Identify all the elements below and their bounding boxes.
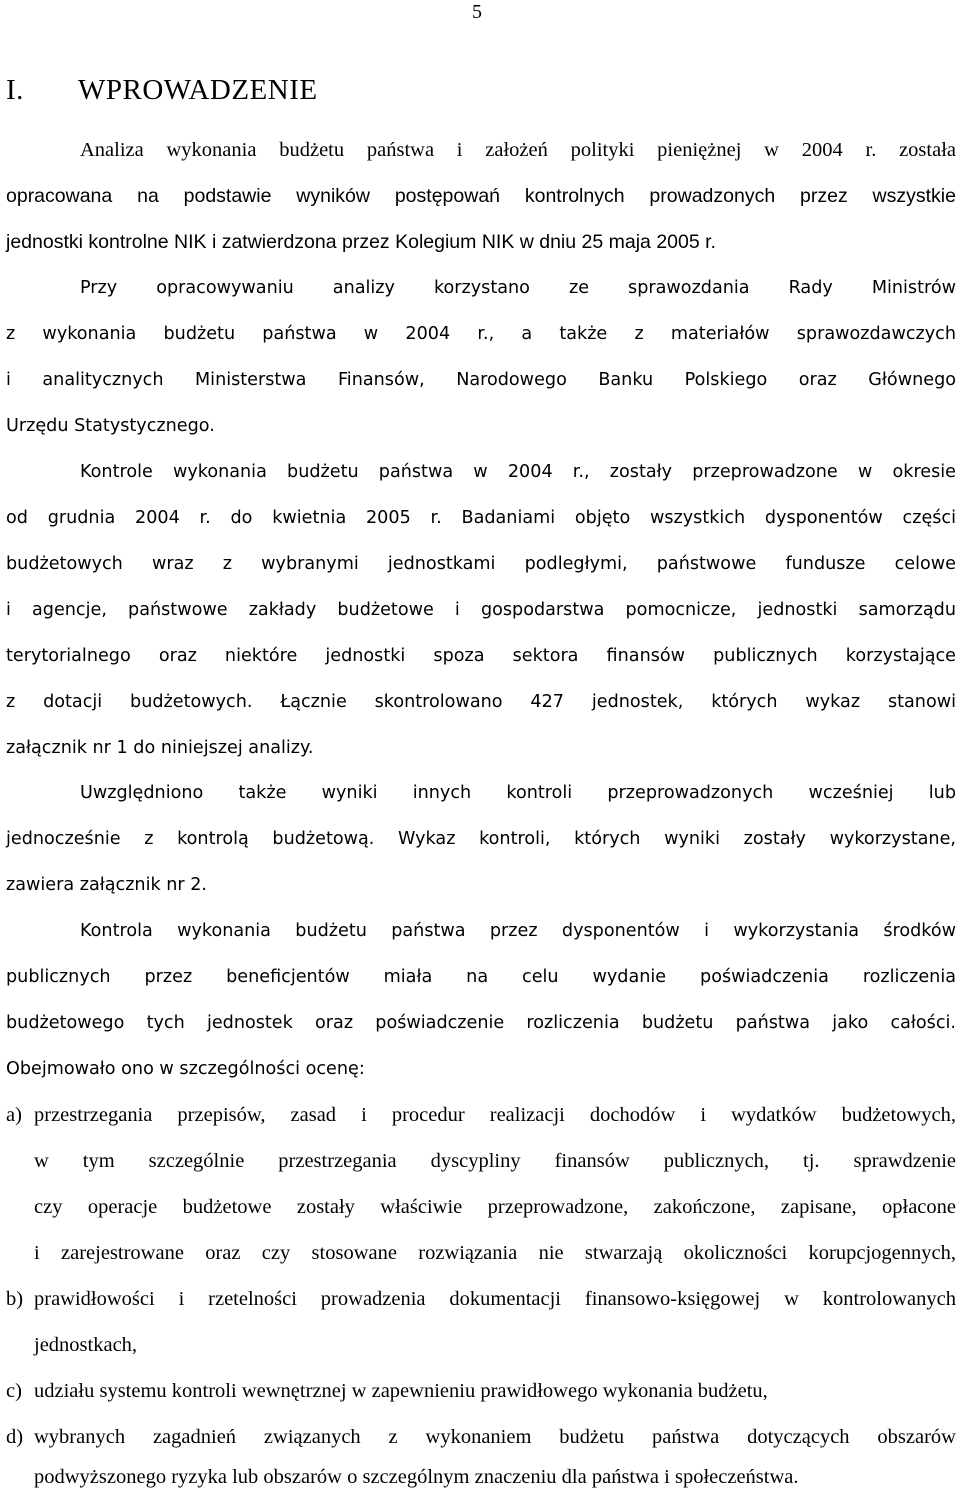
paragraph-3-line: od grudnia 2004 r. do kwietnia 2005 r. Badaniami objęto wszystkich dysponentów części xyxy=(6,508,956,528)
list-marker-c: c) xyxy=(6,1380,22,1402)
list-item-c-line: udziału systemu kontroli wewnętrznej w zapewnieniu prawidłowego wykonania budżetu, xyxy=(34,1380,768,1402)
paragraph-3-line: i agencje, państwowe zakłady budżetowe i gospodarstwa pomocnicze, jednostki samorządu xyxy=(6,600,956,620)
list-item-a-line: przestrzegania przepisów, zasad i procedur realizacji dochodów i wydatków budżetowych, xyxy=(34,1104,956,1126)
paragraph-1-line: jednostki kontrolne NIK i zatwierdzona przez Kolegium NIK w dniu 25 maja 2005 r. xyxy=(6,231,716,253)
page-number: 5 xyxy=(472,1,482,23)
paragraph-5-line: publicznych przez beneficjentów miała na celu wydanie poświadczenia rozliczenia xyxy=(6,967,956,987)
paragraph-1-line: Analiza wykonania budżetu państwa i założeń polityki pieniężnej w 2004 r. została xyxy=(80,139,956,161)
paragraph-5-line: budżetowego tych jednostek oraz poświadczenie rozliczenia budżetu państwa jako całości. xyxy=(6,1013,956,1033)
paragraph-4-line: jednocześnie z kontrolą budżetową. Wykaz kontroli, których wyniki zostały wykorzystane, xyxy=(6,829,956,849)
list-item-b-line: jednostkach, xyxy=(34,1334,138,1356)
section-number: I. xyxy=(6,74,24,106)
list-item-a-line: w tym szczególnie przestrzegania dyscypliny finansów publicznych, tj. sprawdzenie xyxy=(34,1150,956,1172)
paragraph-4-line: zawiera załącznik nr 2. xyxy=(6,875,208,895)
paragraph-2-line: Urzędu Statystycznego. xyxy=(6,416,215,436)
section-heading xyxy=(6,73,318,107)
list-item-a-line: czy operacje budżetowe zostały właściwie przeprowadzone, zakończone, zapisane, opłacone xyxy=(34,1196,956,1218)
paragraph-2-line: z wykonania budżetu państwa w 2004 r., a także z materiałów sprawozdawczych xyxy=(6,324,956,344)
paragraph-1-line: opracowana na podstawie wyników postępowań kontrolnych prowadzonych przez wszystkie xyxy=(6,185,956,207)
list-item-b-line: prawidłowości i rzetelności prowadzenia dokumentacji finansowo-księgowej w kontrolowanych xyxy=(34,1288,956,1310)
paragraph-3-line: Kontrole wykonania budżetu państwa w 2004 r., zostały przeprowadzone w okresie xyxy=(80,462,956,482)
list-marker-b: b) xyxy=(6,1288,24,1310)
paragraph-2-line: i analitycznych Ministerstwa Finansów, Narodowego Banku Polskiego oraz Głównego xyxy=(6,370,956,390)
paragraph-5-line: Obejmowało ono w szczególności ocenę: xyxy=(6,1059,365,1079)
paragraph-5-line: Kontrola wykonania budżetu państwa przez dysponentów i wykorzystania środków xyxy=(80,921,956,941)
paragraph-3-line: z dotacji budżetowych. Łącznie skontrolowano 427 jednostek, których wykaz stanowi xyxy=(6,692,956,712)
paragraph-2-line: Przy opracowywaniu analizy korzystano ze sprawozdania Rady Ministrów xyxy=(80,278,956,298)
list-marker-d: d) xyxy=(6,1426,24,1448)
list-item-d-line: wybranych zagadnień związanych z wykonaniem budżetu państwa dotyczących obszarów xyxy=(34,1426,956,1448)
paragraph-3-line: załącznik nr 1 do niniejszej analizy. xyxy=(6,738,314,758)
paragraph-3-line: terytorialnego oraz niektóre jednostki spoza sektora finansów publicznych korzystające xyxy=(6,646,956,666)
paragraph-3-line: budżetowych wraz z wybranymi jednostkami podległymi, państwowe fundusze celowe xyxy=(6,554,956,574)
list-marker-a: a) xyxy=(6,1104,22,1126)
section-title: WPROWADZENIE xyxy=(78,74,318,106)
list-item-d-line: podwyższonego ryzyka lub obszarów o szczególnym znaczeniu dla państwa i społeczeństwa. xyxy=(34,1466,799,1488)
paragraph-4-line: Uwzględniono także wyniki innych kontroli przeprowadzonych wcześniej lub xyxy=(80,783,956,803)
list-item-a-line: i zarejestrowane oraz czy stosowane rozwiązania nie stwarzają okoliczności korupcjogennych, xyxy=(34,1242,956,1264)
